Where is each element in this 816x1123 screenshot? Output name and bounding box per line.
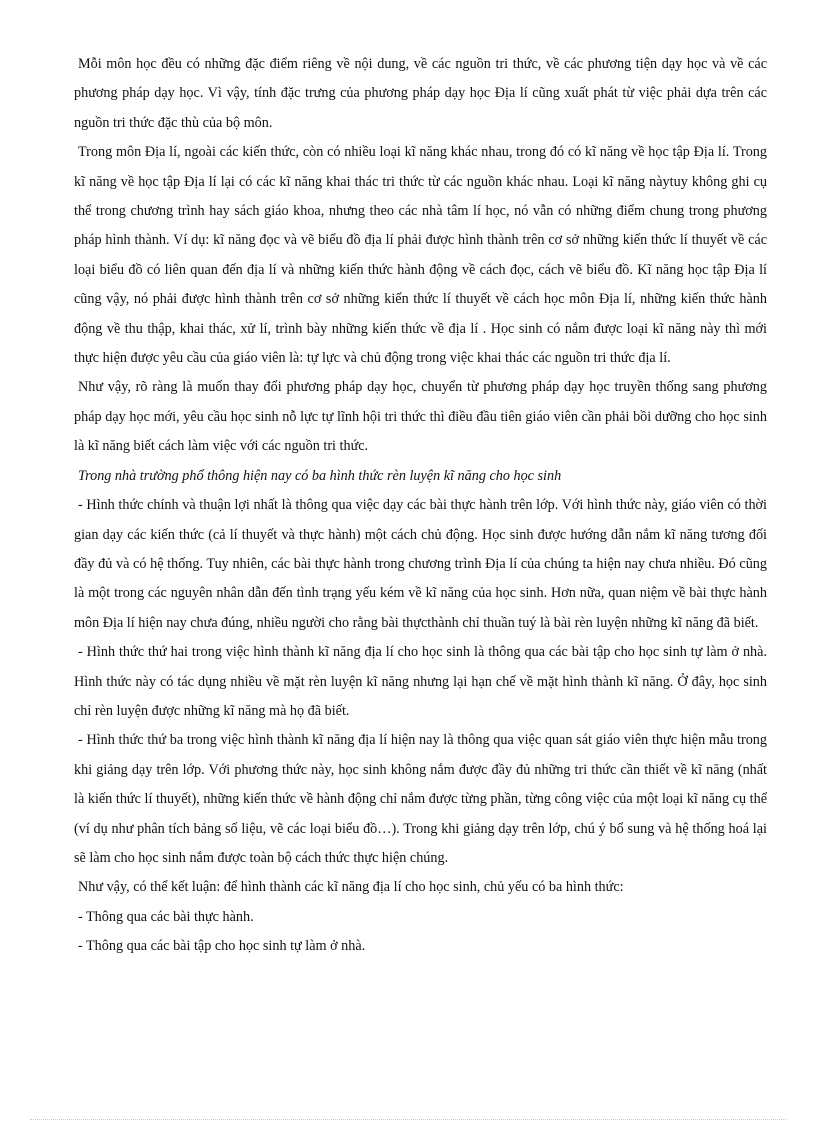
paragraph-skills: Trong môn Địa lí, ngoài các kiến thức, còn có nhiều loại kĩ năng khác nhau, trong đó có kĩ năng về học tập Địa lí. Trong kĩ năng về học tập Địa lí lại có các kĩ năng khai thác tri thức từ các nguồn khác nhau. Loại kĩ năng nàytuy không ghi cụ thể trong chương trình hay sách giáo khoa, nhưng theo các nhà tâm lí học, nó vẫn có những điểm chung trong phương pháp hình thành. Ví dụ: kĩ năng đọc và vẽ biểu đồ địa lí phải được hình thành trên cơ sở những kiến thức lí thuyết về các loại biểu đồ có liên quan đến địa lí và những kiến thức hành động về cách đọc, cách vẽ biểu đồ. Kĩ năng học tập Địa lí cũng vậy, nó phải được hình thành trên cơ sở những kiến thức lí thuyết về cách học môn Địa lí, những kiến thức hành động về thu thập, khai thác, xử lí, trình bày những kiến thức về địa lí . Học sinh có nắm được loại kĩ năng này thì mới thực hiện được yêu cầu của giáo viên là: tự lực và chủ động trong việc khai thác các nguồn tri thức địa lí. [74,144,767,367]
paragraph-conclusion: Như vậy, có thể kết luận: để hình thành các kĩ năng địa lí cho học sinh, chủ yếu có ba hình thức: [78,879,624,896]
paragraph-teaching-change: Như vậy, rõ ràng là muốn thay đổi phương pháp dạy học, chuyển từ phương pháp dạy học truyền thống sang phương pháp dạy học mới, yêu cầu học sinh nỗ lực tự lĩnh hội tri thức thì điều đầu tiên giáo viên cần phải bồi dưỡng cho học sinh là kĩ năng biết cách làm việc với các nguồn tri thức. [74,379,767,455]
document-body [74,50,767,962]
list-item-homework: - Thông qua các bài tập cho học sinh tự làm ở nhà. [78,938,366,955]
page-bottom-divider [30,1119,786,1120]
paragraph-form-one: - Hình thức chính và thuận lợi nhất là thông qua việc dạy các bài thực hành trên lớp. Với hình thức này, giáo viên có thời gian dạy các kiến thức (cả lí thuyết và thực hành) một cách chủ động. Học sinh được hướng dẫn nắm kĩ năng tương đối đầy đủ và có hệ thống. Tuy nhiên, các bài thực hành trong chương trình Địa lí của chúng ta hiện nay chưa nhiều. Đó cũng là một trong các nguyên nhân dẫn đến tình trạng yếu kém về kĩ năng của học sinh. Hơn nữa, quan niệm về bài thực hành môn Địa lí hiện nay chưa đúng, nhiều người cho rằng bài thựcthành chỉ thuần tuý là bài rèn luyện những kĩ năng đã biết. [74,497,767,631]
paragraph-form-three: - Hình thức thứ ba trong việc hình thành kĩ năng địa lí hiện nay là thông qua việc quan sát giáo viên thực hiện mẫu trong khi giảng dạy trên lớp. Với phương thức này, học sinh không nắm được đầy đủ những tri thức cần thiết về kĩ năng (nhất là kiến thức lí thuyết), những kiến thức về hành động chỉ nắm được từng phần, từng công việc của một loại kĩ năng cụ thể (ví dụ như phân tích bảng số liệu, vẽ các loại biểu đồ…). Trong khi giảng dạy trên lớp, chú ý bổ sung và hệ thống hoá lại sẽ làm cho học sinh nắm được toàn bộ cách thức thực hiện chúng. [74,732,767,866]
list-item-practice-lessons: - Thông qua các bài thực hành. [78,908,254,925]
paragraph-form-two: - Hình thức thứ hai trong việc hình thành kĩ năng địa lí cho học sinh là thông qua các bài tập cho học sinh tự làm ở nhà. Hình thức này có tác dụng nhiều về mặt rèn luyện kĩ năng nhưng lại hạn chế về mặt hình thành kĩ năng. Ở đây, học sinh chỉ rèn luyện được những kĩ năng mà họ đã biết. [74,644,767,719]
paragraph-intro: Mỗi môn học đều có những đặc điểm riêng về nội dung, về các nguồn tri thức, về các phương tiện dạy học và về các phương pháp dạy học. Vì vậy, tính đặc trưng của phương pháp dạy học Địa lí cũng xuất phát từ việc phải dựa trên các nguồn tri thức đặc thù của bộ môn. [74,56,767,131]
paragraph-three-forms-heading: Trong nhà trường phổ thông hiện nay có ba hình thức rèn luyện kĩ năng cho học sinh [78,467,562,484]
